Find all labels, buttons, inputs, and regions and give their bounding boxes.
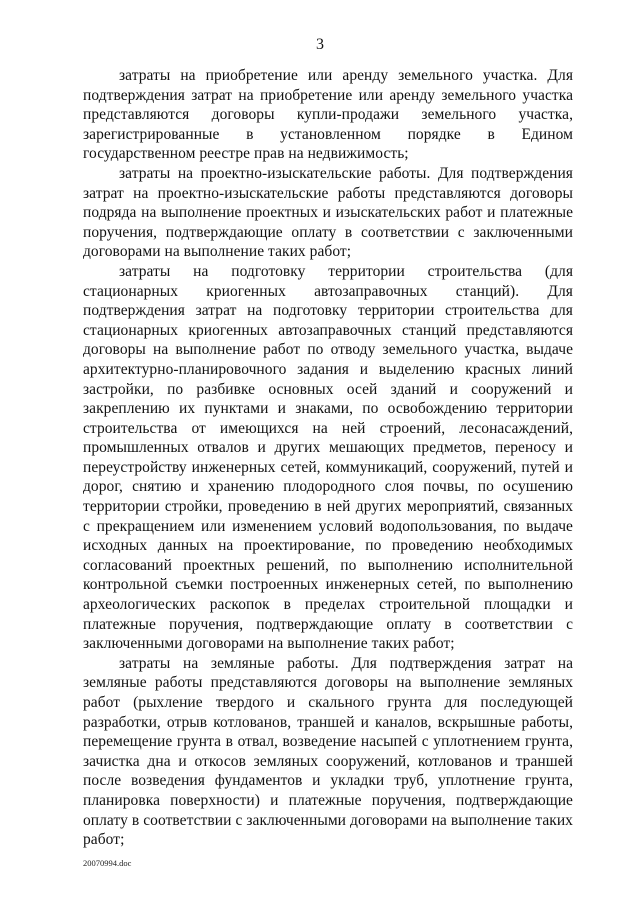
footer-filename: 20070994.doc bbox=[83, 858, 132, 868]
paragraph-survey-work-costs: затраты на проектно-изыскательские работы. Для подтверждения затрат на проектно-изыскательские работы представляются договоры подряда на выполнение проектных и изыскательских работ и платежные поручения, подтверждающие оплату в соответствии с заключенными договорами на выполнение таких работ; bbox=[83, 164, 573, 261]
paragraph-earthwork-costs: затраты на земляные работы. Для подтверждения затрат на земляные работы представляются договоры на выполнение земляных работ (рыхление твердого и скального грунта для последующей разработки, отрыв котлованов, траншей и каналов, вскрышные работы, перемещение грунта в отвал, возведение насыпей с уплотнением грунта, зачистка дна и откосов земляных сооружений, котлованов и траншей после возведения фундаментов и укладки труб, уплотнение грунта, планировка поверхности) и платежные поручения, подтверждающие оплату в соответствии с заключенными договорами на выполнение таких работ; bbox=[83, 654, 573, 849]
paragraph-land-acquisition-costs: затраты на приобретение или аренду земельного участка. Для подтверждения затрат на приобретение или аренду земельного участка представляются договоры купли-продажи земельного участка, зарегистрированные в установленном порядке в Едином государственном реестре прав на недвижимость; bbox=[83, 67, 573, 163]
document-body bbox=[83, 66, 573, 850]
page-number: 3 bbox=[316, 36, 324, 53]
paragraph-site-preparation-costs: затраты на подготовку территории строительства (для стационарных криогенных автозаправочных станций). Для подтверждения затрат на подготовку территории строительства для стационарных криогенных автозаправочных станций представляются договоры на выполнение работ по отводу земельного участка, выдаче архитектурно-планировочного задания и выделению красных линий застройки, по разбивке основных осей зданий и сооружений и закреплению их пунктами и знаками, по освобождению территории строительства от имеющихся на ней строений, лесонасаждений, промышленных отвалов и других мешающих предметов, переносу и переустройству инженерных сетей, коммуникаций, сооружений, путей и дорог, снятию и хранению плодородного слоя почвы, по осушению территории стройки, проведению в ней других мероприятий, связанных с прекращением или изменением условий водопользования, по выдаче исходных данных на проектирование, по проведению необходимых согласований проектных решений, по выполнению исполнительной контрольной съемки построенных инженерных сетей, по выполнению археологических раскопок в пределах строительной площадки и платежные поручения, подтверждающие оплату в соответствии с заключенными договорами на выполнение таких работ; bbox=[83, 262, 573, 653]
